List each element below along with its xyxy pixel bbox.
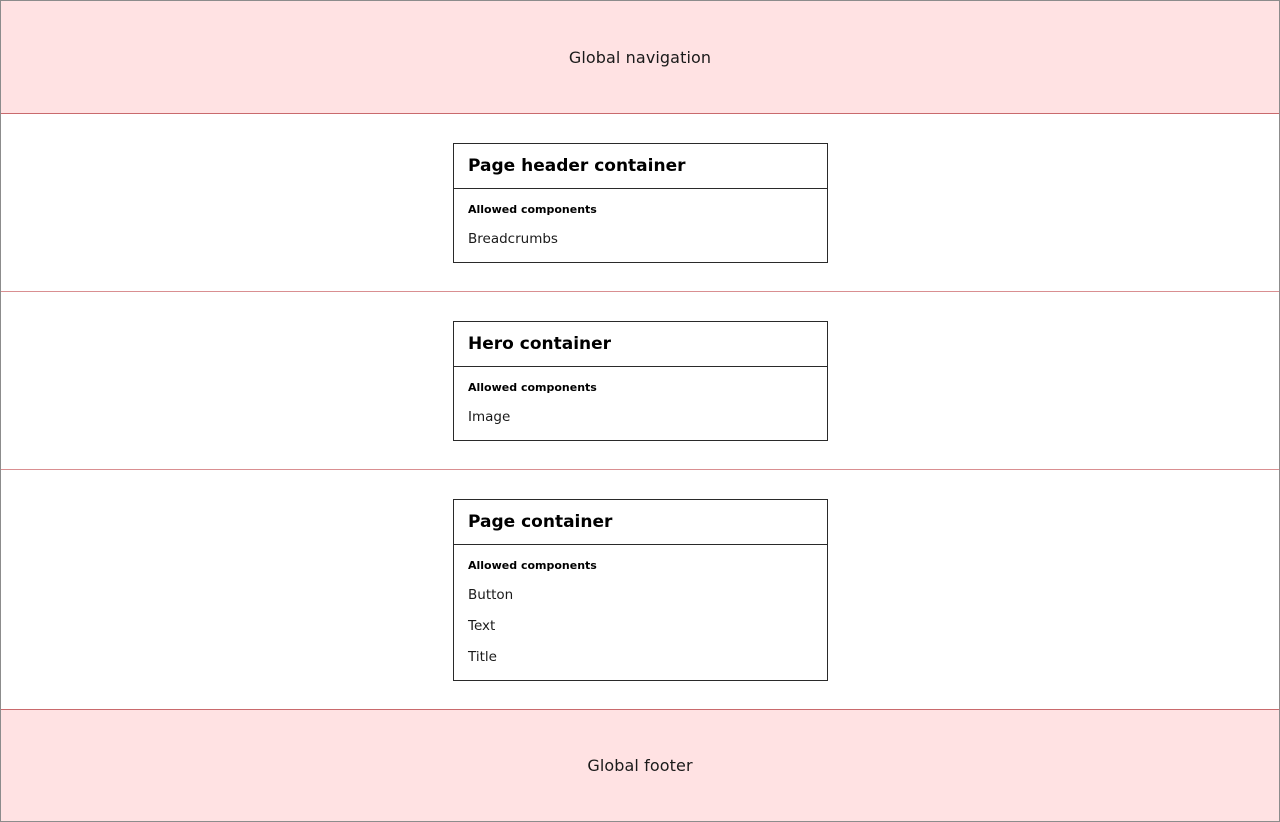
allowed-components-heading: Allowed components [468,559,597,572]
allowed-components-heading: Allowed components [468,381,597,394]
container-body [454,367,827,433]
allowed-components-list [468,402,813,433]
allowed-components-list [468,224,813,255]
hero-region [1,292,1279,470]
page-header-region [1,114,1279,292]
component-item: Title [468,649,497,665]
global-footer-label: Global footer [587,756,693,775]
component-item: Text [468,618,496,634]
container-title: Page container [454,500,827,545]
component-item: Image [468,409,511,425]
hero-container-card [453,321,828,441]
component-item: Button [468,587,514,603]
page-region [1,470,1279,710]
page-header-container-card [453,143,828,263]
global-navigation-region [1,1,1279,114]
container-body [454,545,827,673]
global-navigation-label: Global navigation [568,47,712,67]
component-item: Breadcrumbs [468,231,558,247]
allowed-components-list [468,580,813,673]
container-title: Hero container [454,322,827,367]
page-container-card [453,499,828,681]
container-body [454,189,827,255]
allowed-components-heading: Allowed components [468,203,597,216]
global-footer-region [1,710,1279,821]
container-title: Page header container [454,144,827,189]
